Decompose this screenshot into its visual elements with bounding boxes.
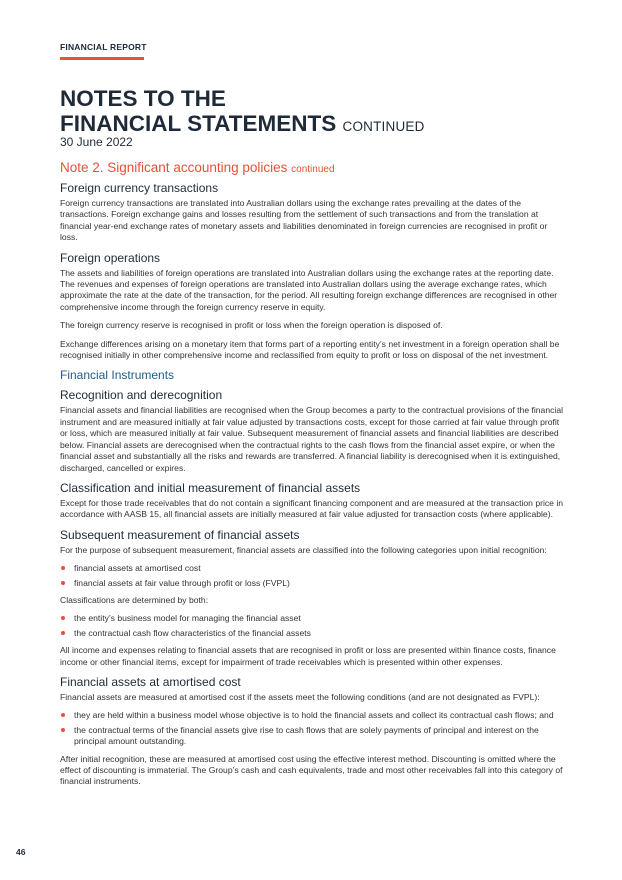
section-foreign-currency-transactions (60, 181, 565, 244)
bullet-list (60, 563, 565, 589)
paragraph: Classifications are determined by both: (60, 594, 209, 605)
section-foreign-operations (60, 251, 565, 362)
section-financial-instruments (60, 368, 565, 382)
bullet-list (60, 710, 565, 747)
title-suffix: CONTINUED (342, 119, 425, 134)
paragraph: Financial assets and financial liabilities are recognised when the Group becomes a party to the contractual provisions of the financial instrument and are measured initially at fair value adjusted by transactions costs, except for those carried at fair value through profit or loss, which are measured initially at fair value. Subsequent measurement of financial assets and financial liabilities are described below. Financial assets are derecognised when the contractual rights to the cash flows from the financial asset expire, or when the financial asset and substantially all the risks and rewards are transferred. A financial liability is derecognised when it is extinguished, discharged, cancelled or expires. (60, 405, 564, 473)
section-recognition-derecognition (60, 388, 565, 473)
page-title (60, 86, 425, 139)
note-heading-text: Note 2. Significant accounting policies (60, 160, 288, 175)
title-line-2: FINANCIAL STATEMENTS (60, 111, 337, 136)
section-heading: Foreign operations (60, 250, 161, 265)
list-item: financial assets at fair value through profit or loss (FVPL) (60, 578, 565, 589)
paragraph: Financial assets are measured at amortised cost if the assets meet the following conditions (and are not designated as FVPL): (60, 691, 540, 702)
section-heading: Foreign currency transactions (60, 181, 219, 195)
list-item: they are held within a business model whose objective is to hold the financial assets and collect its contractual cash flows; and (60, 710, 565, 721)
list-item: the contractual cash flow characteristics of the financial assets (60, 628, 565, 639)
section-heading: Recognition and derecognition (60, 388, 223, 403)
note-heading (60, 160, 565, 175)
section-classification-initial-measurement (60, 481, 565, 521)
paragraph: Foreign currency transactions are translated into Australian dollars using the exchange rates prevailing at the dates of the transactions. Foreign exchange gains and losses resulting from the settlement of such transactions and from the translation at financial year-end exchange rates of monetary assets and liabilities denominated in foreign currencies are recognised in profit or loss. (60, 198, 548, 243)
paragraph: The assets and liabilities of foreign operations are translated into Australian dollars using the exchange rates at the reporting date. The revenues and expenses of foreign operations are translated into Australian dollars using the average exchange rates, which approximate the rate at the date of the transaction, for the period. All resulting foreign exchange differences are recognised in other comprehensive income through the foreign currency reserve in equity. (60, 267, 558, 312)
paragraph: The foreign currency reserve is recognised in profit or loss when the foreign operation is disposed of. (60, 320, 443, 331)
list-item: financial assets at amortised cost (60, 563, 565, 574)
section-heading: Financial Instruments (60, 368, 175, 383)
list-item: the entity’s business model for managing the financial asset (60, 613, 565, 624)
section-heading: Subsequent measurement of financial assets (60, 527, 300, 542)
note-heading-suffix: continued (291, 164, 335, 175)
section-heading: Classification and initial measurement of financial assets (60, 480, 361, 495)
title-line-1: NOTES TO THE (60, 86, 226, 111)
statement-date: 30 June 2022 (60, 135, 133, 149)
paragraph: Except for those trade receivables that do not contain a significant financing component and are measured at the transaction price in accordance with AASB 15, all financial assets are initially measured at fair value adjusted for transaction costs (where applicable). (60, 497, 564, 520)
report-label: FINANCIAL REPORT (60, 42, 147, 52)
report-label-underline (60, 57, 144, 60)
notes-content (60, 160, 565, 795)
list-item: the contractual terms of the financial assets give rise to cash flows that are solely payments of principal and interest on the principal amount outstanding. (60, 725, 565, 748)
bullet-list (60, 613, 565, 639)
paragraph: Exchange differences arising on a monetary item that forms part of a reporting entity’s net investment in a foreign operation shall be recognised initially in other comprehensive income and reclassified from equity to profit or loss on disposal of the net investment. (60, 338, 560, 361)
paragraph: All income and expenses relating to financial assets that are recognised in profit or loss are presented within finance costs, finance income or other financial items, except for impairment of trade receivables which is presented within other expenses. (60, 645, 556, 667)
section-amortised-cost (60, 675, 565, 788)
section-heading: Financial assets at amortised cost (60, 674, 241, 689)
page-number: 46 (16, 847, 26, 857)
paragraph: After initial recognition, these are measured at amortised cost using the effective interest method. Discounting is omitted where the effect of discounting is immaterial. The Group’s cash and cash equivalents, trade and most other receivables fall into this category of financial instruments. (60, 753, 563, 787)
section-subsequent-measurement (60, 528, 565, 668)
paragraph: For the purpose of subsequent measurement, financial assets are classified into the following categories upon initial recognition: (60, 544, 547, 555)
